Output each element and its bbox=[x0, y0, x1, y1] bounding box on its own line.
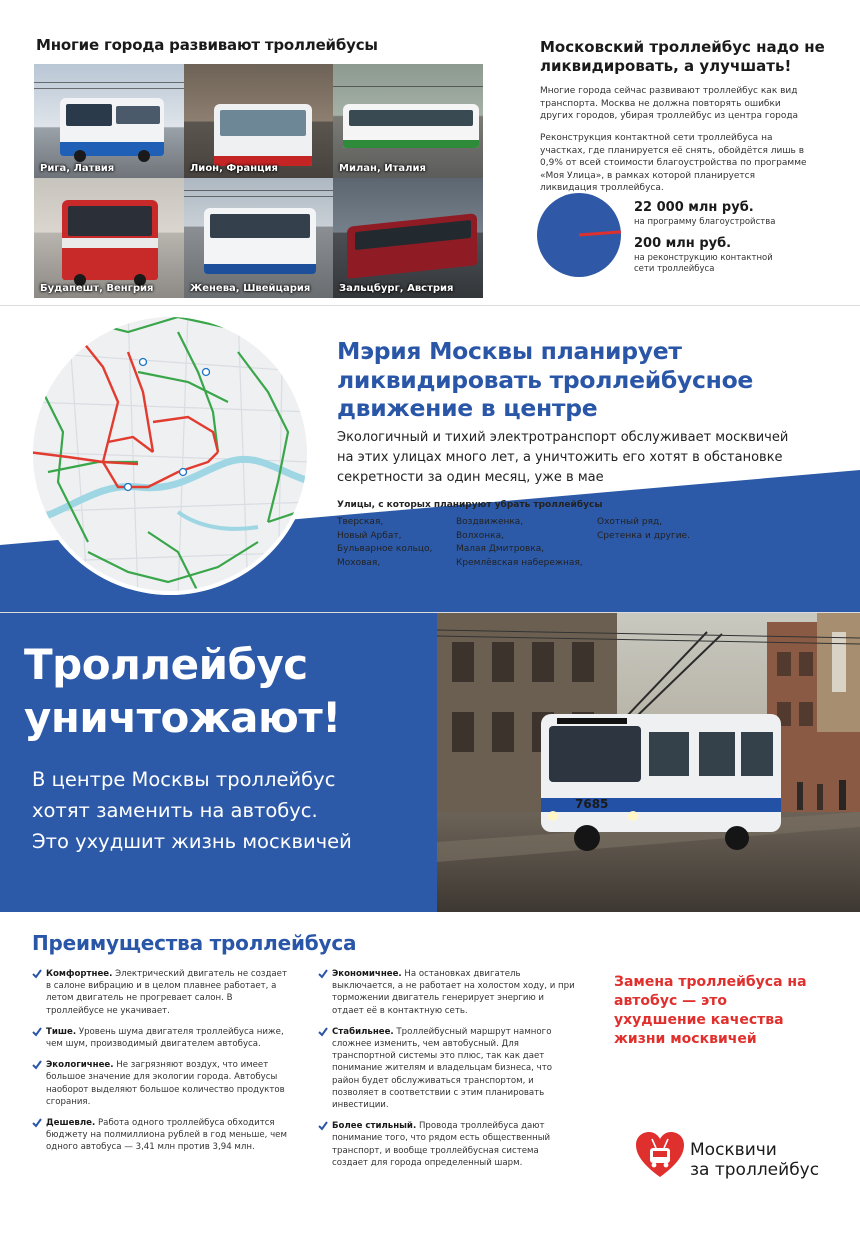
advantage-label: Тише. bbox=[46, 1026, 77, 1037]
hero-title-line: Троллейбус bbox=[24, 640, 308, 689]
checkmark-icon bbox=[318, 969, 328, 979]
advantage-label: Комфортнее. bbox=[46, 969, 113, 979]
street-item: Тверская, bbox=[337, 517, 384, 527]
stat-reconstruction-label: на реконструкцию контактной сети троллейбуса bbox=[634, 253, 773, 274]
advantage-item bbox=[32, 1059, 292, 1108]
advantage-label: Дешевле. bbox=[46, 1118, 96, 1129]
central-moscow-map bbox=[28, 312, 312, 596]
hero-subtitle-line: В центре Москвы троллейбус bbox=[32, 768, 336, 791]
logo-line: Москвичи bbox=[690, 1140, 777, 1160]
red-callout: Замена троллейбуса на автобус — это ухудшение качества жизни москвичей bbox=[614, 974, 807, 1047]
checkmark-icon bbox=[32, 1118, 42, 1128]
hero-subtitle-line: Это ухудшит жизнь москвичей bbox=[32, 830, 352, 853]
street-item: Новый Арбат, bbox=[337, 530, 402, 541]
heart-logo-icon bbox=[634, 1130, 686, 1180]
advantage-text: Троллейбусный маршрут намного сложнее изменить, чем автобусный. Для транспортной системы это плюс, так как дает понимание жителям и владельцам бизнеса, что район будет обслуживаться транспортом, и позволяет в соответствии с этим планировать инвестиции. bbox=[332, 1026, 552, 1111]
advantage-item bbox=[318, 968, 576, 1017]
mayor-plan-subtitle: Экологичный и тихий электротранспорт обслуживает москвичей на этих улицах много лет, а уничтожить его хотят в обстановке секретности за один месяц, уже в мае bbox=[337, 430, 789, 485]
street-item: Волхонка, bbox=[456, 530, 504, 541]
advantage-item bbox=[32, 968, 292, 1017]
advantage-item bbox=[32, 1026, 292, 1050]
moscow-trolleybus-photo bbox=[437, 612, 860, 912]
photo-geneva bbox=[184, 178, 333, 298]
street-item: Моховая, bbox=[337, 557, 381, 568]
cities-title: Многие города развивают троллейбусы bbox=[36, 36, 378, 54]
logo-line: за троллейбус bbox=[690, 1160, 820, 1180]
advantages-title: Преимущества троллейбуса bbox=[32, 931, 357, 955]
stat-reconstruction-value: 200 млн руб. bbox=[634, 236, 732, 251]
street-item: Кремлёвская набережная, bbox=[456, 557, 583, 568]
street-item: Сретенка и другие. bbox=[597, 530, 690, 541]
photo-riga bbox=[34, 64, 184, 178]
advantage-label: Экономичнее. bbox=[332, 969, 402, 979]
stat-program-value: 22 000 млн руб. bbox=[634, 200, 754, 215]
streets-column-1 bbox=[337, 516, 432, 570]
advantages-column-2 bbox=[318, 968, 576, 1178]
advantages-column-1 bbox=[32, 968, 292, 1163]
checkmark-icon bbox=[318, 1027, 328, 1037]
photo-milan bbox=[333, 64, 483, 178]
city-photo-grid bbox=[34, 64, 483, 298]
advantage-item bbox=[318, 1026, 576, 1111]
checkmark-icon bbox=[32, 1027, 42, 1037]
photo-caption: Лион, Франция bbox=[190, 163, 278, 174]
advantage-text: Провода троллейбуса дают понимание того, что рядом есть общественный транспорт, и вообще троллейбусная система создает для города определенный шарм. bbox=[332, 1121, 551, 1168]
advantage-label: Более стильный. bbox=[332, 1121, 417, 1132]
mayor-plan-title: Мэрия Москвы планирует ликвидировать троллейбусное движение в центре bbox=[337, 337, 754, 422]
hero-title bbox=[24, 638, 434, 744]
street-item: Охотный ряд, bbox=[597, 517, 663, 527]
photo-budapest bbox=[34, 178, 184, 298]
streets-column-2 bbox=[456, 516, 583, 570]
photo-caption: Рига, Латвия bbox=[40, 163, 115, 174]
stat-program-label: на программу благоустройства bbox=[634, 217, 776, 227]
photo-salzburg bbox=[333, 178, 483, 298]
moscow-title: Московский троллейбус надо не ликвидировать, а улучшать! bbox=[540, 38, 825, 75]
advantage-text: Уровень шума двигателя троллейбуса ниже, чем шум, производимый двигателем автобуса. bbox=[46, 1026, 284, 1050]
moscow-paragraph-1: Многие города сейчас развивают троллейбус как вид транспорта. Москва не должна повторять ошибки других городов, убирая троллейбус из центра города bbox=[540, 86, 799, 121]
photo-lyon bbox=[184, 64, 333, 178]
streets-heading: Улицы, с которых планируют убрать троллейбусы bbox=[337, 500, 603, 510]
logo-text bbox=[690, 1140, 819, 1180]
hero-subtitle bbox=[32, 764, 432, 857]
advantage-text: Работа одного троллейбуса обходится бюджету на полмиллиона рублей в год меньше, чем одного автобуса — 3,41 млн против 3,94 млн. bbox=[46, 1118, 287, 1153]
street-item: Малая Дмитровка, bbox=[456, 544, 545, 554]
advantage-text: На остановках двигатель выключается, а не работает на холостом ходу, и при торможении двигатель генерирует энергию и отдает её в контактную сеть. bbox=[332, 969, 575, 1016]
advantage-item bbox=[318, 1120, 576, 1169]
photo-caption: Будапешт, Венгрия bbox=[40, 283, 154, 294]
street-item: Воздвиженка, bbox=[456, 517, 524, 527]
budget-pie-chart bbox=[534, 190, 624, 280]
advantage-item bbox=[32, 1117, 292, 1154]
hero-title-line: уничтожают! bbox=[24, 693, 341, 742]
advantage-text: Электрический двигатель не создает в салоне вибрацию и в целом плавнее работает, а летом двигатель не прогревает салон. В троллейбусе не укачивает. bbox=[46, 969, 287, 1016]
photo-caption: Милан, Италия bbox=[339, 163, 426, 174]
advantage-text: Не загрязняют воздух, что имеет большое значение для экологии города. Автобусы наоборот выделяют большое количество продуктов сгорания. bbox=[46, 1060, 285, 1107]
checkmark-icon bbox=[32, 969, 42, 979]
checkmark-icon bbox=[318, 1121, 328, 1131]
advantage-label: Стабильнее. bbox=[332, 1026, 394, 1037]
moscow-paragraph-2: Реконструкция контактной сети троллейбуса на участках, где планируется её снять, обойдётся лишь в 0,9% от всей стоимости благоустройства по программе «Моя Улица», в рамках которой планируется ликвидация троллейбуса. bbox=[540, 133, 807, 193]
fold-divider bbox=[0, 612, 860, 613]
checkmark-icon bbox=[32, 1060, 42, 1070]
bus-number: 7685 bbox=[575, 797, 609, 811]
advantage-label: Экологичнее. bbox=[46, 1060, 114, 1071]
hero-subtitle-line: хотят заменить на автобус. bbox=[32, 799, 318, 822]
streets-column-3 bbox=[597, 516, 690, 543]
photo-caption: Женева, Швейцария bbox=[190, 283, 311, 294]
street-item: Бульварное кольцо, bbox=[337, 544, 433, 554]
photo-caption: Зальцбург, Австрия bbox=[339, 283, 454, 294]
